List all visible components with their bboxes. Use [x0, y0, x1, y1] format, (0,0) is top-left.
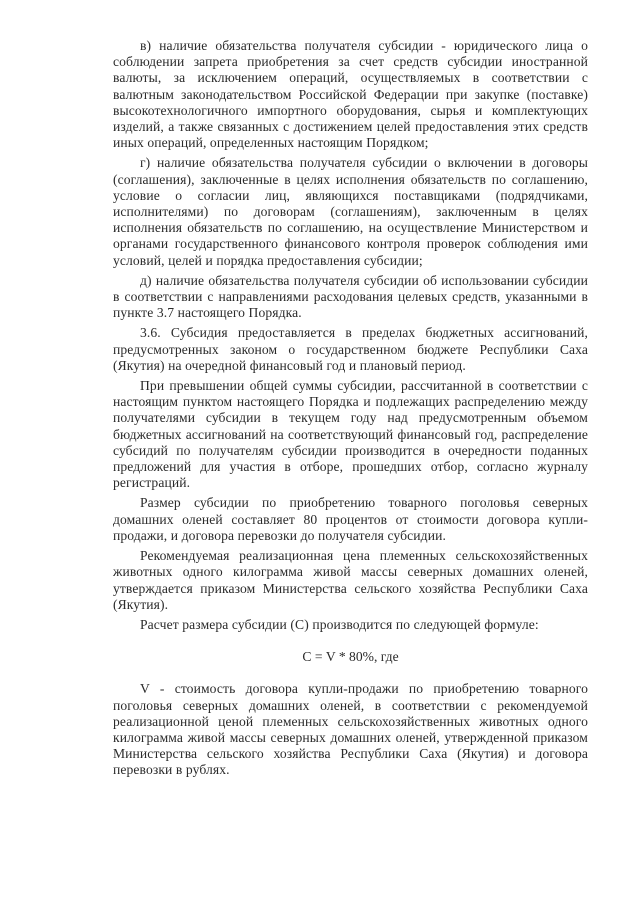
paragraph-recommended-price: Рекомендуемая реализационная цена племенных сельскохозяйственных животных одного килограмма живой массы северных домашних оленей, утверждается приказом Министерства сельского хозяйства Республики Саха (Якутия). — [113, 548, 588, 612]
formula: С = V * 80%, где — [302, 649, 399, 665]
paragraph-excess-distribution: При превышении общей суммы субсидии, рассчитанной в соответствии с настоящим пунктом настоящего Порядка и подлежащих распределению между получателями субсидии в текущем году над предусмотренным объемом бюджетных ассигнований на соответствующий финансовый год, распределение субсидий по получателям субсидии производится в очередности поданных предложений для участия в отборе, прошедших отбор, согласно журналу регистраций. — [113, 378, 588, 491]
paragraph-formula-intro: Расчет размера субсидии (С) производится по следующей формуле: — [140, 616, 539, 632]
paragraph-item-d: д) наличие обязательства получателя субсидии об использовании субсидии в соответствии с направлениями расходования целевых средств, указанными в пункте 3.7 настоящего Порядка. — [113, 272, 588, 321]
paragraph-item-g: г) наличие обязательства получателя субсидии о включении в договоры (соглашения), заключенные в целях исполнения обязательств по соглашению, условие о согласии лиц, являющихся поставщиками (подрядчиками, исполнителями) по договорам (соглашениям), заключенным в целях исполнения обязательств по соглашению, на осуществление Министерством и органами государственного финансового контроля проверок соблюдения ими условий, целей и порядка предоставления субсидии; — [113, 155, 588, 268]
paragraph-3-6: 3.6. Субсидия предоставляется в пределах бюджетных ассигнований, предусмотренных законом о государственном бюджете Республики Саха (Якутия) на очередной финансовый год и плановый период. — [113, 325, 588, 373]
paragraph-formula-definition: V - стоимость договора купли-продажи по приобретению товарного поголовья северных домашних оленей, в соответствии с рекомендуемой реализационной ценой племенных сельскохозяйственных животных одного килограмма живой массы северных домашних оленей, утвержденной приказом Министерства сельского хозяйства Республики Саха (Якутия) и договора перевозки в рублях. — [113, 681, 588, 778]
paragraph-item-v: в) наличие обязательства получателя субсидии - юридического лица о соблюдении запрета приобретения за счет средств субсидии иностранной валюты, за исключением операций, осуществляемых в соответствии с валютным законодательством Российской Федерации при закупке (поставке) высокотехнологичного импортного оборудования, сырья и комплектующих изделий, а также связанных с достижением целей предоставления этих средств иных операций, определенных настоящим Порядком; — [113, 38, 588, 151]
paragraph-subsidy-size: Размер субсидии по приобретению товарного поголовья северных домашних оленей составляет 80 процентов от стоимости договора купли-продажи, и договора перевозки до получателя субсидии. — [113, 495, 588, 543]
